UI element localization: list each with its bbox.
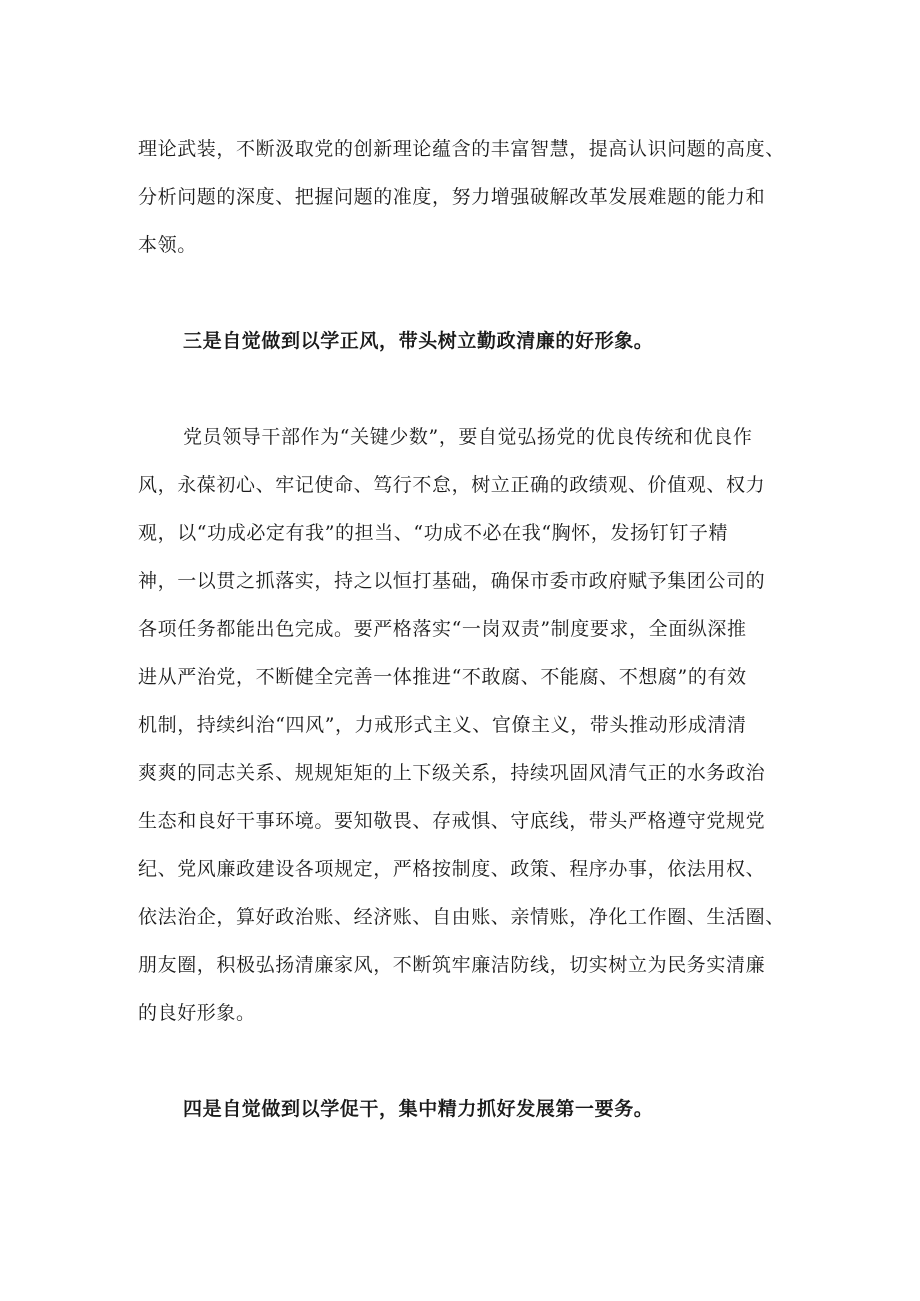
paragraph-2-line-4: 神，一以贯之抓落实，持之以恒打基础，确保市委市政府赋予集团公司的 [138,570,766,592]
section-heading-4: 四是自觉做到以学促干，集中精力抓好发展第一要务。 [183,1098,654,1120]
paragraph-2-line-3: 观，以“功成必定有我”的担当、“功成不必在我“胸怀，发扬钉钉子精 [138,522,729,544]
paragraph-2-line-8: 爽爽的同志关系、规规矩矩的上下级关系，持续巩固风清气正的水务政治 [138,762,766,784]
paragraph-2-line-12: 朋友圈，积极弘扬清廉家风，不断筑牢廉洁防线，切实树立为民务实清廉 [138,954,766,976]
paragraph-1-line-1: 理论武装，不断汲取党的创新理论蕴含的丰富智慧，提高认识问题的高度、 [138,138,785,160]
paragraph-2-line-7: 机制，持续纠治“四风”，力戒形式主义、官僚主义，带头推动形成清清 [138,714,747,736]
section-heading-3: 三是自觉做到以学正风，带头树立勤政清廉的好形象。 [183,330,654,352]
paragraph-1-line-2: 分析问题的深度、把握问题的准度，努力增强破解改革发展难题的能力和 [138,186,766,208]
paragraph-2-line-13: 的良好形象。 [138,1002,256,1024]
paragraph-2-line-10: 纪、党风廉政建设各项规定，严格按制度、政策、程序办事，依法用权、 [138,858,766,880]
paragraph-2-line-1: 党员领导干部作为“关键少数”，要自觉弘扬党的优良传统和优良作 [183,426,753,448]
paragraph-2-line-11: 依法治企，算好政治账、经济账、自由账、亲情账，净化工作圈、生活圈、 [138,906,785,928]
paragraph-2-line-2: 风，永葆初心、牢记使命、笃行不怠，树立正确的政绩观、价值观、权力 [138,474,766,496]
paragraph-2-line-6: 进从严治党，不断健全完善一体推进“不敢腐、不能腐、不想腐”的有效 [138,666,747,688]
paragraph-1-line-3: 本领。 [138,234,197,256]
paragraph-2-line-5: 各项任务都能出色完成。要严格落实“一岗双责”制度要求，全面纵深推 [138,618,747,640]
paragraph-2-line-9: 生态和良好干事环境。要知敬畏、存戒惧、守底线，带头严格遵守党规党 [138,810,766,832]
